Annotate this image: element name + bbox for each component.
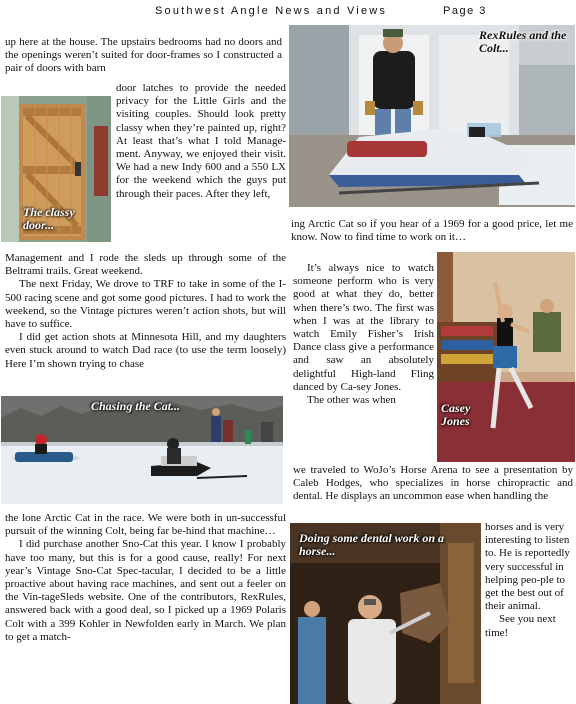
article-col1-low	[5, 512, 286, 644]
paragraph: horses and is very interesting to listen to. He is reportedly very successful in helping peo-ple to get the best out of their animal.	[485, 521, 570, 613]
article-col2-top	[291, 218, 573, 244]
chasing-caption: Chasing the Cat...	[91, 399, 181, 413]
article-col1-mid	[5, 252, 286, 371]
door-caption: The classy door...	[23, 205, 75, 232]
publication-title: Southwest Angle News and Views	[155, 5, 388, 17]
door-photo	[1, 96, 111, 242]
page-header	[0, 4, 576, 20]
paragraph: door latches to provide the needed privacy for the Little Girls and the visiting couples. Should look pretty classy when they’re painted up, right? At least that’s what I told Manage-ment. Anyway, we enjoyed their visit. We had a new Indy 600 and a 550 LX for the weekend which the guys put through their paces. After they left,	[116, 82, 286, 200]
paragraph: we traveled to WoJo’s Horse Arena to see a presentation by Caleb Hodges, who specializes in horse chiropractic and dental. He displays an uncommon ease when handling the	[293, 464, 573, 503]
paragraph: It’s always nice to watch someone perform who is very good at what they do, better when there’s two. The first was when I was at the library to watch Emily Fisher’s Irish Dance class give a performance and saw an absolutely delightful High-land Fling danced by Ca-sey Jones.	[293, 262, 434, 393]
paragraph: I did purchase another Sno-Cat this year. I know I probably have too many, but this is for a good cause, really! For next year’s Vintage Sno-Cat Spec-tacular, I decided to be a little proactive about having race machines, and sent out a feeler on the Vin-tageSleds website. One of the contributors, RexRules, answered back with a good deal, so I picked up a 1969 Polaris Colt with a 399 Kohler in Newfolden early in March. We plan to get a match-	[5, 538, 286, 643]
casey-jones-dance-photo	[437, 252, 575, 462]
page-number: Page 3	[443, 5, 487, 17]
article-col1-wrap	[116, 82, 286, 201]
dental-caption: Doing some dental work on a horse...	[299, 531, 445, 558]
paragraph: I did get action shots at Minnesota Hill, and my daughters even stuck around to watch Dad race (to use the term loosely) Here I’m shown trying to chase	[5, 331, 286, 370]
paragraph: See you next time!	[485, 613, 556, 639]
rexrules-colt-photo	[289, 25, 575, 207]
paragraph: up here at the house. The upstairs bedrooms had no doors and the openings weren’t suited for door-frames so I constructed a pair of doors with barn	[5, 36, 282, 75]
article-col2-mid	[293, 262, 434, 407]
paragraph: Management and I rode the sleds up through some of the Beltrami trails. Great weekend.	[5, 252, 286, 278]
paragraph: The other was when	[307, 394, 396, 407]
paragraph: the lone Arctic Cat in the race. We were both in un-successful pursuit of the winning Colt, being far be-hind that machine…	[5, 512, 286, 538]
paragraph: The next Friday, We drove to TRF to take in some of the I-500 racing scene and got some good pictures. I had to work the weekend, so the Vintage pictures weren’t action shots, but will have to suffice.	[5, 278, 286, 331]
article-col1-top	[5, 36, 282, 76]
rex-caption: RexRules and the Colt...	[479, 28, 567, 55]
paragraph: ing Arctic Cat so if you hear of a 1969 for a good price, let me know. Now to find time to work on it…	[291, 218, 573, 244]
horse-dental-photo	[290, 523, 481, 704]
article-col2-full	[293, 464, 573, 504]
snowmobile-race-photo	[1, 396, 283, 504]
article-col2-wrap	[485, 521, 573, 640]
casey-caption: Casey Jones	[441, 401, 471, 428]
